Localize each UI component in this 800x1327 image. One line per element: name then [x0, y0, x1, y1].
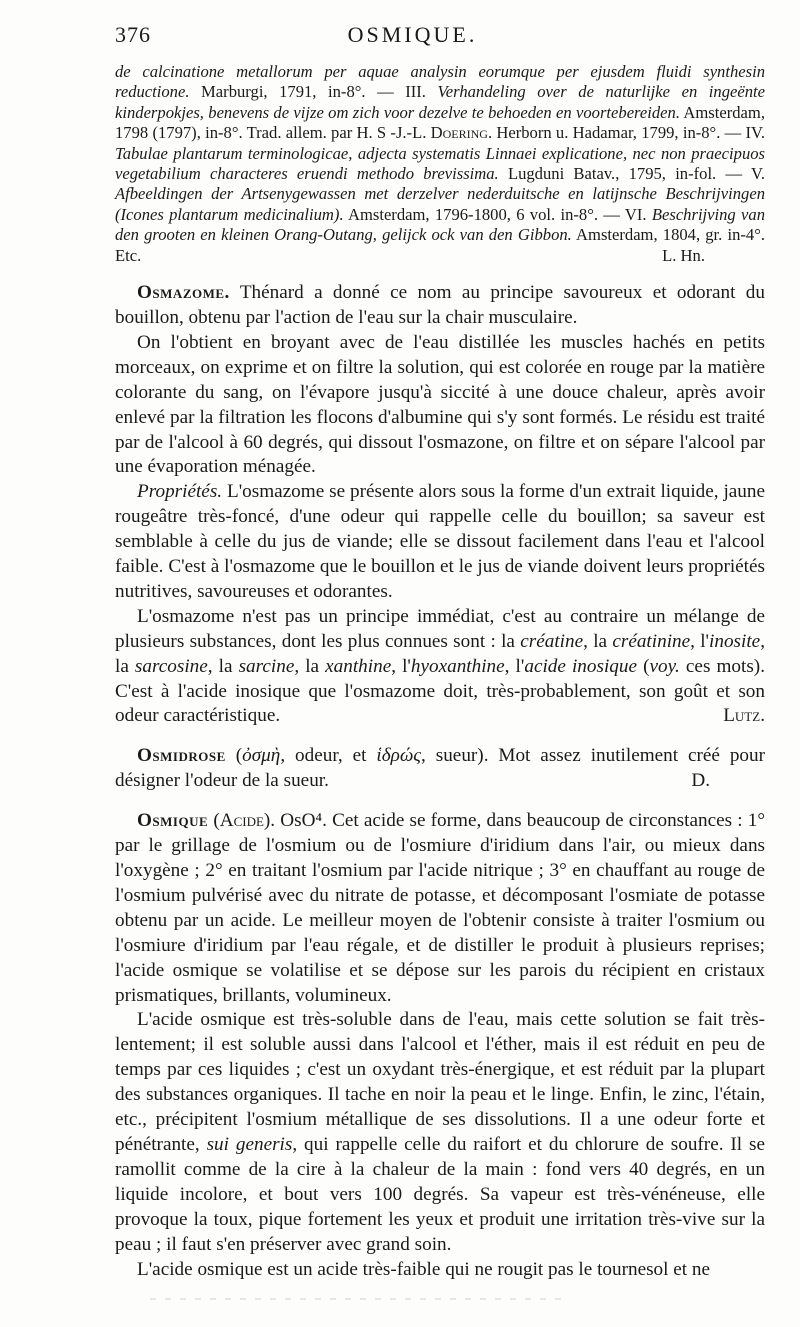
headword-osmazome: Osmazome. [137, 282, 230, 304]
work-title-6: Beschrijving van den grooten en kleinen Orang-Outang, gelijck ock van den Gibbon. [115, 204, 765, 245]
headword-osmidrose: Osmidrose [137, 745, 226, 767]
page-content [115, 62, 765, 1282]
page-number: 376 [115, 22, 151, 47]
page-header [115, 22, 750, 56]
term-inosite: inosite [709, 630, 761, 652]
separator: , la [115, 630, 765, 677]
publication-info-5: Amsterdam, 1796-1800, 6 vol. in-8°. — VI. [343, 204, 652, 224]
term-sarcine: sarcine [238, 655, 295, 677]
osmique-properties-text: L'acide osmique est très-soluble dans de l'eau, mais cette solution se fait très-lentement; il est soluble aussi dans l'alcool et l'éther, mais il est réduit en peu de temps par ces liquides ; c'est un oxydant très-énergique, et est réduit par la plupart des substances organiques. Il tache en noir la peau et le linge. Enfin, le zinc, l'étain, etc., précipitent l'osmium métallique de ses dissolutions. Il a une odeur forte et pénétrante, [115, 1009, 765, 1155]
print-marks [150, 1293, 570, 1305]
work-title-3: Verhandeling over de naturlijke en ingeënte kinderpokjes, benevens de vijze om zich voor dezelve te behoeden en voortebereiden. [115, 82, 765, 122]
osmazome-properties [115, 480, 765, 605]
greek-term-odeur: ὀσμὴ [242, 745, 281, 767]
chemical-formula: OsO⁴. [275, 810, 327, 832]
greek-term-sueur: ἱδρώς [376, 745, 422, 767]
composition-conclusion: ces mots). C'est à l'acide inosique que l'osmazome doit, très-probablement, son goût et son odeur caractéristique. [115, 655, 765, 727]
osmidrose-entry [115, 744, 765, 794]
bibliography-paragraph [115, 62, 765, 266]
osmazome-preparation: On l'obtient en broyant avec de l'eau distillée les muscles hachés en petits morceaux, on exprime et on filtre la solution, qui est colorée en rouge par la matière colorante du sang, on l'évapore jusqu'à siccité à une douce chaleur, après avoir enlevé par la filtration les flocons d'albumine qui s'y sont formés. Le résidu est traité par de l'alcool à 60 degrés, qui dissout l'osmazone, on filtre et on sépare l'alcool par une évaporation ménagée. [115, 331, 765, 478]
publication-info-2: Marburgi, 1791, in-8°. — III. [189, 82, 438, 102]
term-sarcosine: sarcosine [134, 655, 208, 677]
separator: , l' [690, 630, 710, 652]
bibliography-signature: L. Hn. [662, 245, 705, 265]
osmidrose-signature: D. [691, 770, 710, 792]
osmique-qualifier: (Acide). [208, 810, 276, 832]
osmique-properties-text: , qui rappelle celle du raifort et du chlorure de soufre. Il se ramollit comme de la cire à la chaleur de la main : fond vers 40 degrés, en un liquide incolore, et bout vers 100 degrés. Sa vapeur est très-vénéneuse, elle provoque la toux, pique fortement les yeux et produit une irritation très-vive sur la peau ; il faut s'en préserver avec grand soin. [115, 1133, 765, 1255]
separator: , l' [504, 655, 525, 677]
osmidrose-text: , sueur). Mot assez inutilement créé pour désigner l'odeur de la sueur. [115, 745, 766, 792]
properties-label: Propriétés. [137, 481, 223, 503]
osmazome-composition [115, 605, 765, 730]
osmique-acidity: L'acide osmique est un acide très-faible qui ne rougit pas le tournesol et ne [137, 1258, 711, 1280]
osmidrose-text: , odeur, et [280, 745, 377, 767]
osmazome-signature: Lutz. [723, 705, 765, 727]
term-xanthine: xanthine [325, 655, 392, 677]
osmique-properties [115, 1008, 765, 1257]
publication-info-6: Amsterdam, 1804, gr. in-4°. Etc. [115, 225, 765, 265]
faint-print-marks-decoration [150, 1296, 570, 1302]
term-creatine: créatine [520, 630, 584, 652]
separator: ( [637, 655, 650, 677]
work-title-5: Afbeeldingen der Artsenygewassen met derzelver nederduitsche en latijnsche Beschrijvingen (Icones plantarum medicinalium). [115, 184, 765, 224]
term-acide-inosique: acide inosique [524, 655, 637, 677]
osmique-formation [115, 809, 765, 1008]
osmique-formation-text: Cet acide se forme, dans beaucoup de circonstances : 1° par le grillage de l'osmium ou de l'osmiure d'iridium dans l'air, ou mieux dans l'oxygène ; 2° en traitant l'osmium par l'acide nitrique ; 3° en chauffant au rouge de l'osmium pulvérisé avec du nitrate de potasse, et décomposant l'osmiate de potasse obtenu par un acide. Le meilleur moyen de l'obtenir consiste à traiter l'osmium ou l'osmiure d'iridium par l'eau régale, et de distiller le produit à plusieurs reprises; l'acide osmique se volatilise et se dépose sur les parois du récipient en cristaux prismatiques, brillants, volumineux. [115, 810, 765, 1006]
composition-text: L'osmazome n'est pas un principe immédiat, c'est au contraire un mélange de plusieurs substances, dont les plus connues sont : la [115, 605, 765, 652]
osmazome-definition-text: Thénard a donné ce nom au principe savoureux et odorant du bouillon, obtenu par l'action de l'eau sur la chair musculaire. [115, 282, 765, 328]
headword-osmique: Osmique [137, 810, 209, 832]
publication-info-3b: . Herborn u. Hadamar, 1799, in-8°. — IV. [487, 123, 765, 143]
osmazome-definition [115, 281, 765, 331]
separator: , l' [391, 655, 411, 677]
term-creatinine: créatinine [612, 630, 691, 652]
separator: , la [207, 655, 239, 677]
running-head: OSMIQUE. [347, 22, 478, 47]
work-title-4: Tabulae plantarum terminologicae, adjecta systematis Linnaei explicatione, nec non praecipuos vegetabilium characteres eruendi methodo brevissima. [115, 143, 765, 184]
term-hyoxanthine: hyoxanthine [410, 655, 505, 677]
translator-name: Doering [430, 123, 488, 143]
publication-info-3: Amsterdam, 1798 (1797), in-8°. Trad. allem. par H. S -J.-L. [115, 102, 765, 143]
work-title-2: de calcinatione metallorum per aquae analysin eorumque per ejusdem fluidi synthesin reductione. [115, 62, 765, 102]
separator: , la [583, 630, 613, 652]
publication-info-4: Lugduni Batav., 1795, in-fol. — V. [498, 164, 765, 184]
osmidrose-text: ( [225, 745, 243, 767]
properties-text: L'osmazome se présente alors sous la forme d'un extrait liquide, jaune rougeâtre très-foncé, d'une odeur qui rappelle celle du bouillon; sa saveur est semblable à celle du jus de viande; elle se dissout facilement dans l'eau et l'alcool faible. C'est à l'osmazome que le bouillon et le jus de viande doivent leurs propriétés nutritives, savoureuses et odorantes. [115, 481, 765, 602]
term-sui-generis: sui generis [206, 1133, 293, 1155]
cross-reference-voy: voy. [649, 655, 680, 677]
separator: , la [294, 655, 326, 677]
